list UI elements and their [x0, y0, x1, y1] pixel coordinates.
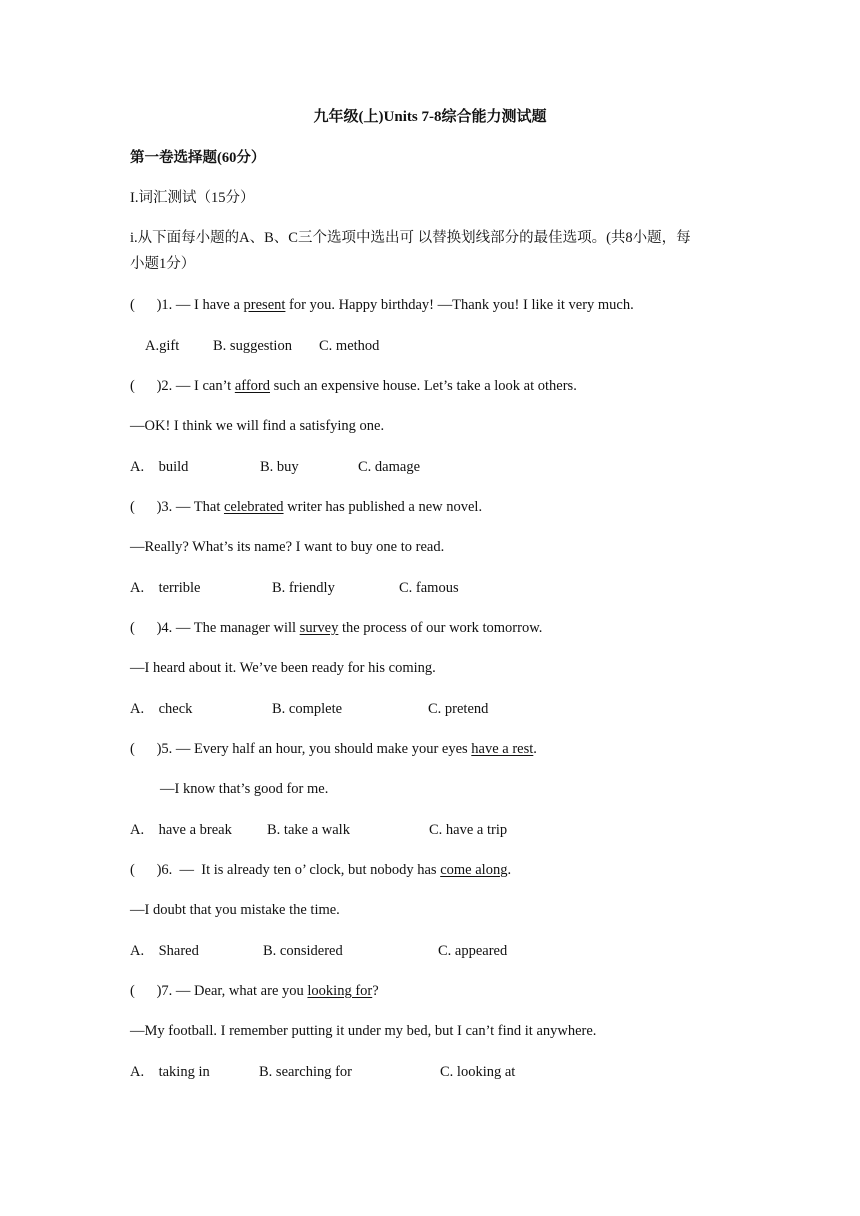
underlined-word: come along	[440, 862, 508, 878]
question-reply: —I know that’s good for me.	[160, 781, 329, 797]
question-text: ( )5. — Every half an hour, you should make your eyes	[130, 741, 472, 757]
underlined-word: survey	[299, 620, 339, 636]
option-c: C. looking at	[440, 1064, 516, 1080]
question-reply: —OK! I think we will find a satisfying one.	[130, 418, 385, 434]
question-3	[130, 497, 482, 517]
question-2	[130, 376, 577, 396]
question-text: ( )3. — That	[130, 499, 224, 515]
option-c: C. pretend	[428, 701, 489, 717]
question-text: for you. Happy birthday! —Thank you! I like it very much.	[285, 297, 634, 313]
option-b: B. suggestion	[213, 338, 292, 354]
question-text: ( )2. — I can’t	[130, 378, 235, 394]
question-text: the process of our work tomorrow.	[338, 620, 543, 636]
section-heading: 第一卷选择题(60分）	[130, 150, 266, 166]
document-title: 九年级(上)Units 7-8综合能力测试题	[313, 109, 547, 125]
instruction-line-1: i.从下面每小题的A、B、C三个选项中选出可 以替换划线部分的最佳选项。(共8小题，每	[130, 230, 691, 246]
question-text: ( )7. — Dear, what are you	[130, 983, 308, 999]
question-reply: —Really? What’s its name? I want to buy one to read.	[130, 539, 445, 555]
option-c: C. method	[319, 338, 380, 354]
option-a: A.gift	[145, 338, 180, 354]
question-text: ( )1. — I have a	[130, 297, 244, 313]
underlined-word: looking for	[307, 983, 373, 999]
option-a: A. have a break	[130, 822, 232, 838]
option-c: C. appeared	[438, 943, 508, 959]
underlined-word: celebrated	[223, 499, 284, 515]
question-4	[130, 618, 542, 638]
option-c: C. damage	[358, 459, 421, 475]
question-7	[130, 981, 379, 1001]
question-text: ( )4. — The manager will	[130, 620, 300, 636]
question-text: ?	[372, 983, 379, 999]
question-text: ( )6. — It is already ten o’ clock, but nobody has	[130, 862, 441, 878]
question-1	[130, 295, 634, 315]
question-6	[130, 860, 511, 880]
option-c: C. have a trip	[429, 822, 508, 838]
option-a: A. Shared	[130, 943, 199, 959]
option-b: B. complete	[272, 701, 343, 717]
option-c: C. famous	[399, 580, 459, 596]
underlined-word: afford	[234, 378, 270, 394]
question-text: .	[507, 862, 512, 878]
question-5	[130, 739, 537, 759]
option-b: B. considered	[263, 943, 343, 959]
question-text: .	[533, 741, 537, 757]
option-b: B. take a walk	[267, 822, 350, 838]
option-a: A. taking in	[130, 1064, 210, 1080]
underlined-word: have a rest	[471, 741, 534, 757]
instruction-line-2: 小题1分）	[130, 256, 196, 272]
part-heading: I.词汇测试（15分）	[130, 190, 255, 206]
underlined-word: present	[243, 297, 286, 313]
question-reply: —I doubt that you mistake the time.	[130, 902, 340, 918]
question-text: such an expensive house. Let’s take a look at others.	[270, 378, 577, 394]
option-a: A. build	[130, 459, 189, 475]
question-reply: —My football. I remember putting it under my bed, but I can’t find it anywhere.	[130, 1023, 597, 1039]
option-a: A. terrible	[130, 580, 201, 596]
option-b: B. buy	[260, 459, 299, 475]
option-b: B. searching for	[259, 1064, 353, 1080]
question-reply: —I heard about it. We’ve been ready for his coming.	[130, 660, 436, 676]
option-a: A. check	[130, 701, 193, 717]
option-b: B. friendly	[272, 580, 335, 596]
question-text: writer has published a new novel.	[283, 499, 483, 515]
